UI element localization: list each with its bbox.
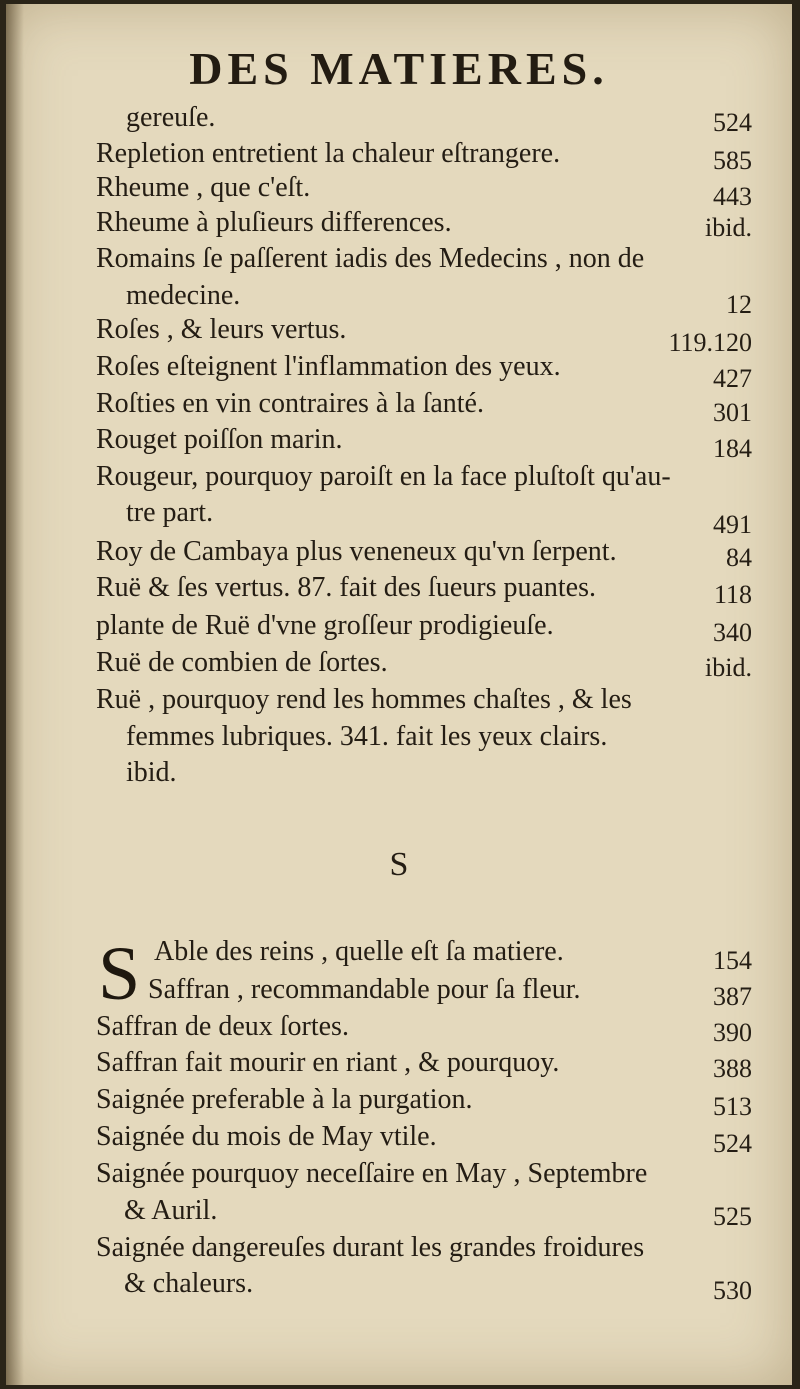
- index-entry-text: Repletion entretient la chaleur eſtrangere.: [96, 138, 561, 169]
- index-entry-text: Roy de Cambaya plus veneneux qu'vn ſerpent.: [96, 536, 617, 567]
- index-entry-text: Ruë de combien de ſortes.: [96, 647, 388, 678]
- index-entry-text: Saignée pourquoy neceſſaire en May , Septembre: [96, 1158, 648, 1189]
- index-entry-text: tre part.: [126, 497, 214, 528]
- running-head: DES MATIERES.: [189, 43, 609, 94]
- index-entry-text: Saffran fait mourir en riant , & pourquoy.: [96, 1047, 560, 1078]
- index-entry-text: Saignée du mois de May vtile.: [96, 1121, 437, 1152]
- index-entry-text: Romains ſe paſſerent iadis des Medecins , non de: [96, 243, 645, 274]
- index-entry-page: 443: [713, 182, 752, 211]
- index-entry-text: Rheume à pluſieurs differences.: [96, 207, 452, 238]
- index-entry-page: 427: [713, 364, 752, 393]
- index-entry-text: gereuſe.: [126, 102, 216, 133]
- index-entry-page: ibid.: [705, 213, 752, 242]
- index-entry-text: Saignée dangereuſes durant les grandes froidures: [96, 1232, 645, 1263]
- index-entry-page: 388: [713, 1054, 752, 1083]
- index-entry-page: 118: [713, 580, 752, 609]
- index-entry-text: Rouget poiſſon marin.: [96, 424, 343, 455]
- index-entry-page: 491: [713, 510, 752, 539]
- index-entry-text: Roſties en vin contraires à la ſanté.: [96, 388, 484, 419]
- index-entry-page: 387: [713, 982, 752, 1011]
- index-entry-text: Roſes eſteignent l'inflammation des yeux.: [96, 351, 561, 382]
- book-page: [6, 4, 792, 1385]
- index-entry-text: & chaleurs.: [124, 1268, 254, 1299]
- index-entry-text: plante de Ruë d'vne groſſeur prodigieuſe.: [96, 610, 554, 641]
- index-entry-text: Saffran de deux ſortes.: [96, 1011, 349, 1042]
- index-entry-page: 12: [726, 290, 752, 319]
- index-entry-text: Rougeur, pourquoy paroiſt en la face pluſtoſt qu'au-: [96, 461, 671, 492]
- index-entry-page: 524: [713, 1129, 752, 1158]
- index-entry-page: 84: [726, 543, 752, 572]
- index-entry-page: 184: [713, 434, 752, 463]
- index-entry-page: 390: [713, 1018, 752, 1047]
- index-entry-text: medecine.: [126, 280, 241, 311]
- index-entry-page: 340: [713, 618, 752, 647]
- index-entry-page: ibid.: [705, 653, 752, 682]
- index-entry-text: Roſes , & leurs vertus.: [96, 314, 347, 345]
- index-entry-text: Ruë & ſes vertus. 87. fait des ſueurs puantes.: [96, 572, 597, 603]
- index-entry-text: Saffran , recommandable pour ſa fleur.: [148, 974, 581, 1005]
- index-entry-page: 154: [713, 946, 752, 975]
- index-entry-page: 585: [713, 146, 752, 175]
- index-entry-page: 524: [713, 108, 752, 137]
- index-entry-text: ibid.: [126, 757, 177, 788]
- index-entry-text: Able des reins , quelle eſt ſa matiere.: [154, 936, 564, 967]
- index-entry-text: Ruë , pourquoy rend les hommes chaſtes , & les: [96, 684, 632, 715]
- index-entry-page: 301: [713, 398, 752, 427]
- index-entry-text: Saignée preferable à la purgation.: [96, 1084, 473, 1115]
- index-entry-page: 119.120: [668, 328, 752, 357]
- section-letter: S: [389, 846, 409, 883]
- index-entry-page: 525: [713, 1202, 752, 1231]
- index-entry-text: & Auril.: [124, 1195, 218, 1226]
- dropcap-letter: S: [98, 932, 141, 1016]
- index-entry-text: femmes lubriques. 341. fait les yeux clairs.: [126, 721, 608, 752]
- index-entry-text: Rheume , que c'eſt.: [96, 172, 311, 203]
- index-entry-page: 530: [713, 1276, 752, 1305]
- index-entry-page: 513: [713, 1092, 752, 1121]
